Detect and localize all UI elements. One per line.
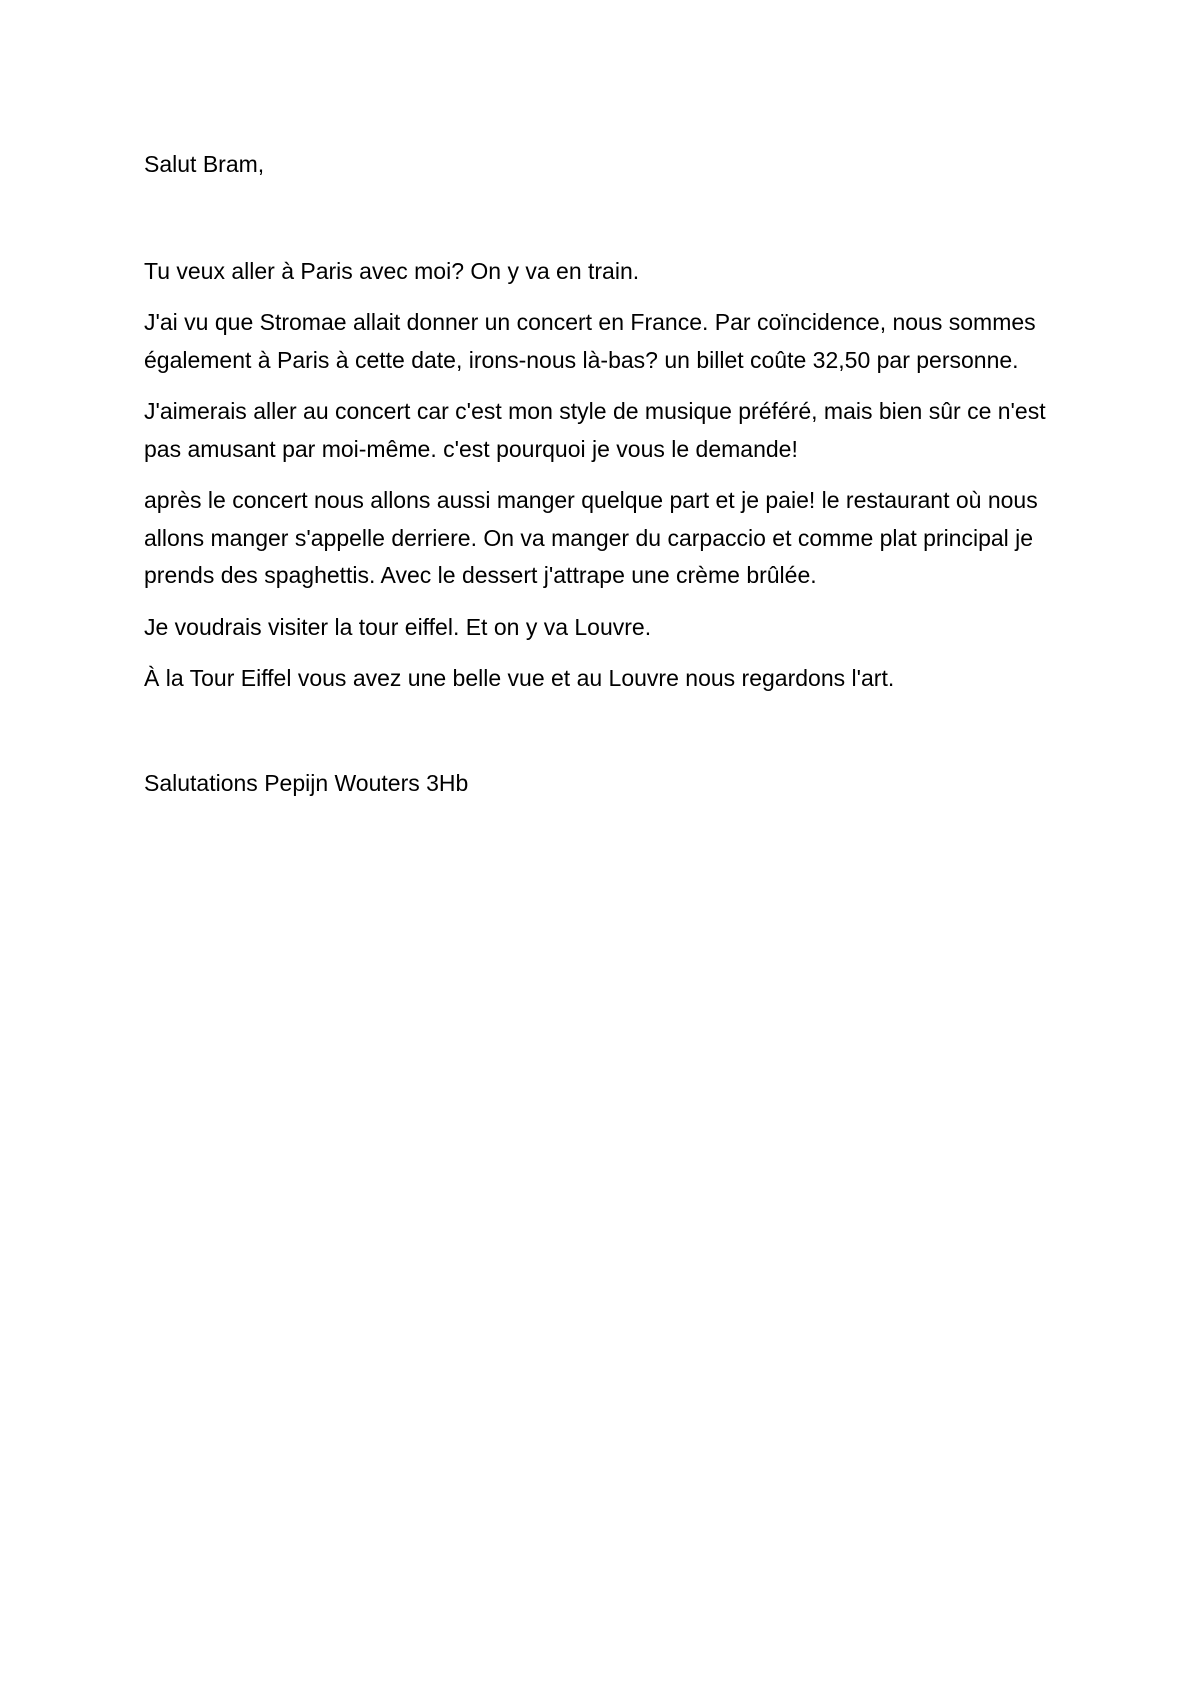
- letter-paragraph: après le concert nous allons aussi manger quelque part et je paie! le restaurant où nous allons manger s'appelle derriere. On va manger du carpaccio et comme plat principal je prends des spaghettis. Avec le dessert j'attrape une crème brûlée.: [144, 487, 1038, 588]
- letter-paragraph: Je voudrais visiter la tour eiffel. Et on y va Louvre.: [144, 613, 652, 640]
- letter-paragraph: À la Tour Eiffel vous avez une belle vue et au Louvre nous regardons l'art.: [144, 665, 895, 691]
- letter: [144, 146, 1074, 802]
- letter-body: [144, 253, 1074, 698]
- letter-paragraph: J'aimerais aller au concert car c'est mon style de musique préféré, mais bien sûr ce n'est pas amusant par moi-même. c'est pourquoi je vous le demande!: [144, 398, 1046, 462]
- letter-greeting: Salut Bram,: [144, 151, 265, 177]
- letter-closing: Salutations Pepijn Wouters 3Hb: [144, 769, 469, 796]
- letter-paragraph: Tu veux aller à Paris avec moi? On y va en train.: [144, 257, 640, 284]
- letter-paragraph: J'ai vu que Stromae allait donner un concert en France. Par coïncidence, nous sommes également à Paris à cette date, irons-nous là-bas? un billet coûte 32,50 par personne.: [144, 309, 1036, 373]
